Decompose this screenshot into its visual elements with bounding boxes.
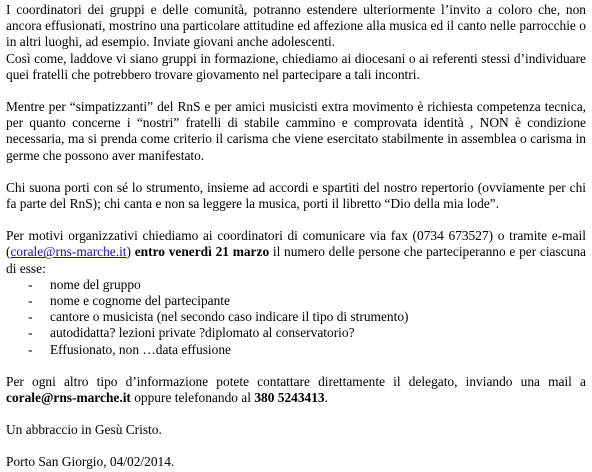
dash-bullet: - [28,341,33,357]
deadline-date: entro venerdì 21 marzo [134,244,270,260]
paragraph-coordinators: I coordinatori dei gruppi e delle comunità, potranno estendere ulteriormente l’invito a coloro che, non ancora effusionati, mostrino una particolare attitudine ed affezione alla musica ed il canto nelle parrocchie o in altri luoghi, ad esempio. Inviate giovani anche adolescenti. [6,2,586,50]
paragraph-instruments: Chi suona porti con sé lo strumento, insieme ad accordi e spartiti del nostro repertorio (ovviamente per chi fa parte del RnS); chi canta e non sa leggere la musica, porti il libretto “Dio della mia lode”. [6,179,586,212]
paragraph-sympathizers: Mentre per “simpatizzanti” del RnS e per amici musicisti extra movimento è richiesta competenza tecnica, per quanto concerne i “nostri” fratelli di stabile cammino e comprovata identità , NON è condizione necessaria, ma si prenda come criterio il carisma che viene esercitato stabilmente in assemblea o carisma in germe che possono aver manifestato. [6,99,586,163]
list-item-text: Effusionato, non …data effusione [50,341,231,357]
place-and-date: Porto San Giorgio, 04/02/2014. [6,454,175,470]
list-item [6,342,586,358]
spacer [6,358,586,374]
participant-info-list [6,277,586,358]
dash-bullet: - [28,309,33,325]
spacer [6,83,586,99]
list-item [6,309,586,325]
paragraph-contact [6,374,586,406]
dash-bullet: - [28,276,33,292]
list-item-text: nome del gruppo [50,276,141,292]
organization-text-paren: ) [126,244,135,260]
organization-text-start: Per motivi organizzativi chiediamo ai coordinatori di comunicare via fax (0734 673527) o tramite e-mail ( [6,228,586,260]
spacer [6,438,586,454]
list-item-text: autodidatta? lezioni private ?diplomato al conservatorio? [50,325,355,341]
dash-bullet: - [28,325,33,341]
spacer [6,406,586,422]
paragraph-organization [6,228,586,277]
list-item-text: cantore o musicista (nel secondo caso indicare il tipo di strumento) [50,309,409,325]
paragraph-groups-in-formation: Così come, laddove vi siano gruppi in formazione, chiediamo ai diocesani o ai referenti stessi d’individuare quei fratelli che potrebbero trovare giovamento nel partecipare a tali incontri. [6,50,586,82]
contact-phone: 380 5243413 [254,390,325,406]
contact-text-end: . [324,390,328,406]
contact-email: corale@rns-marche.it [6,390,131,406]
contact-text-start: Per ogni altro tipo d’informazione potete contattare direttamente il delegato, inviando una mail a [6,373,586,389]
list-item-text: nome e cognome del partecipante [50,293,230,309]
dash-bullet: - [28,293,33,309]
spacer [6,212,586,228]
organization-text-end: il numero delle persone che parteciperanno e per ciascuna di esse: [6,244,586,276]
list-item [6,277,586,293]
paragraph-greeting: Un abbraccio in Gesù Cristo. [6,422,162,438]
document-page [6,2,586,471]
contact-text-middle: oppure telefonando al [130,390,255,406]
list-item [6,293,586,309]
spacer [6,164,586,180]
email-link[interactable]: corale@rns-marche.it [10,244,127,260]
list-item [6,325,586,341]
